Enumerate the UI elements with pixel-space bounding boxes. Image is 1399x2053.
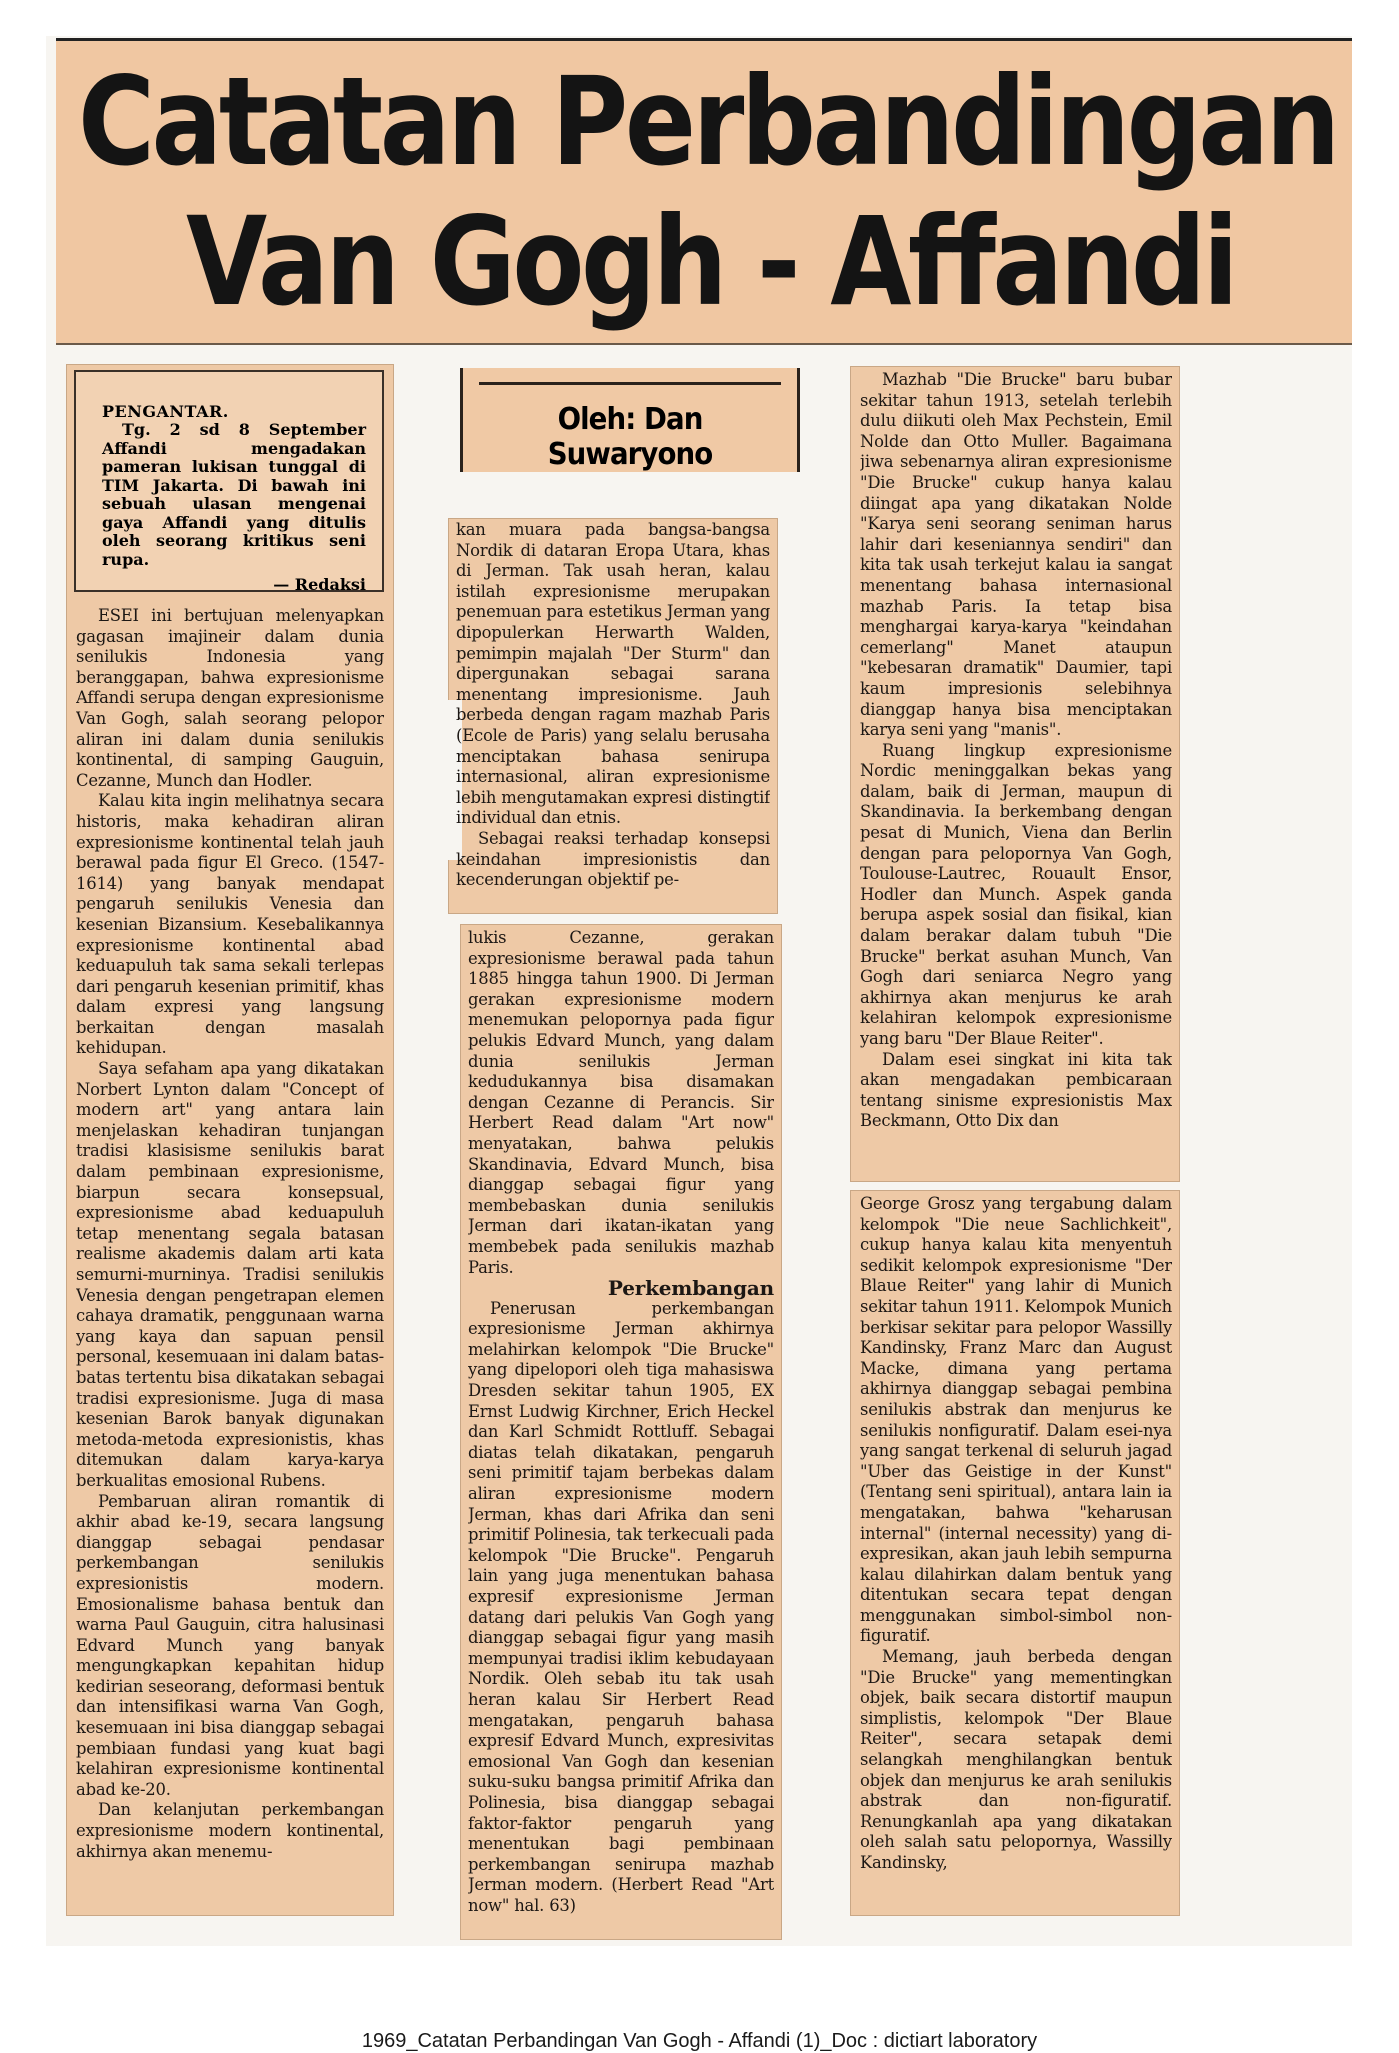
paragraph: Pembaruan aliran romantik di akhir abad ke-19, secara langsung dianggap sebagai pendasar perkembangan senilukis expresionistis modern. Emosionalisme bahasa bentuk dan warna Paul Gauguin, citra halusinasi Edvard Munch yang banyak mengungkapkan kepahitan hidup kedirian seseorang, deformasi bentuk dan intensifikasi warna Van Gogh, kesemuaan ini bisa dianggap sebagai pembiaan fundasi yang kuat bagi kelahiran expresionisme kontinental abad ke-20. — [76, 1491, 384, 1799]
paragraph: George Grosz yang tergabung dalam kelompok "Die neue Sachlichkeit", cukup hanya kalau kita menyentuh sedikit kelompok expresionisme "Der Blaue Reiter" yang lahir di Munich sekitar tahun 1911. Kelompok Munich berkisar sekitar para pelopor Wassilly Kandinsky, Franz Marc dan August Macke, dimana yang pertama akhirnya dianggap sebagai pembina senilukis abstrak dan menjurus ke senilukis nonfiguratif. Dalam esei-nya yang sangat terkenal di seluruh jagad "Uber das Geistige in der Kunst" (Tentang seni spiritual), antara lain ia mengatakan, bahwa "keharusan internal" (internal necessity) yang di-expresikan, akan jauh lebih sempurna kalau dilahirkan dalam bentuk yang ditentukan secara tepat dengan menggunakan simbol-simbol non-figuratif. — [860, 1194, 1172, 1646]
headline-line-1: Catatan Perbandingan — [78, 51, 1337, 193]
headline-banner — [56, 38, 1352, 345]
intro-heading: PENGANTAR. — [102, 402, 229, 421]
intro-signature: — Redaksi — [273, 575, 366, 594]
headline-line-2: Van Gogh - Affandi — [186, 191, 1236, 333]
paragraph: Saya sefaham apa yang dikatakan Norbert Lynton dalam "Concept of modern art" yang antara lain menjelaskan kehadiran tunjangan tradisi klasisisme senilukis barat dalam pembinaan expresionisme, biarpun secara konsepsual, expresionisme abad keduapuluh tetap menentang segala batasan realisme akademis dalam arti kata semurni-murninya. Tradisi senilukis Venesia dengan pengetrapan elemen cahaya dramatik, penggunaan warna yang kaya dan sapuan pensil personal, kesemuaan ini dalam batas-batas tertentu bisa dikatakan sebagai tradisi expresionisme. Juga di masa kesenian Barok banyak digunakan metoda-metoda expresionistis, khas ditemukan dalam karya-karya berkualitas emosional Rubens. — [76, 1059, 384, 1490]
intro-text: Tg. 2 sd 8 September Affandi mengadakan pameran lukisan tunggal di TIM Jakarta. Di bawah ini sebuah ulasan mengenai gaya Affandi yang ditulis oleh seorang kritikus seni rupa. — [102, 420, 366, 569]
paragraph: Dalam esei singkat ini kita tak akan mengadakan pembicaraan tentang sinisme expresionistis Max Beckmann, Otto Dix dan — [860, 1049, 1172, 1131]
paragraph: ESEI ini bertujuan melenyapkan gagasan imajineir dalam dunia senilukis Indonesia yang beranggapan, bahwa expresionisme Affandi serupa dengan expresionisme Van Gogh, salah seorang pelopor aliran ini dalam dunia senilukis kontinental, di samping Gauguin, Cezanne, Munch dan Hodler. — [76, 606, 384, 790]
paragraph: Penerusan perkembangan expresionisme Jerman akhirnya melahirkan kelompok "Die Brucke" yang dipelopori oleh tiga mahasiswa Dresden sekitar tahun 1905, EX Ernst Ludwig Kirchner, Erich Heckel dan Karl Schmidt Rottluff. Sebagai diatas telah dikatakan, pengaruh seni primitif tajam berbekas dalam aliran expresionisme modern Jerman, khas dari Afrika dan seni primitif Polinesia, tak terkecuali pada kelompok "Die Brucke". Pengaruh lain yang juga menentukan bahasa expresif expresionisme Jerman datang dari pelukis Van Gogh yang dianggap sebagai figur yang masih mempunyai tradisi iklim kebudayaan Nordik. Oleh sebab itu tak usah heran kalau Sir Herbert Read mengatakan, pengaruh bahasa expresif Edvard Munch, expresivitas emosional Van Gogh dan kesenian suku-suku bangsa primitif Afrika dan Polinesia, bisa dianggap sebagai faktor-faktor pengaruh yang menentukan bagi pembinaan perkembangan senirupa mazhab Jerman modern. (Herbert Read "Art now" hal. 63) — [468, 1298, 774, 1915]
byline-rule — [479, 382, 781, 385]
paragraph: lukis Cezanne, gerakan expresionisme berawal pada tahun 1885 hingga tahun 1900. Di Jerman gerakan expresionisme modern menemukan pelopornya pada figur pelukis Edvard Munch, yang dalam dunia senilukis Jerman kedudukannya bisa disamakan dengan Cezanne di Perancis. Sir Herbert Read dalam "Art now" menyatakan, bahwa pelukis Skandinavia, Edvard Munch, bisa dianggap sebagai figur yang membebaskan dunia senilukis Jerman dari ikatan-ikatan yang membebek pada senilukis mazhab Paris. — [468, 928, 774, 1277]
column-1-text — [76, 606, 384, 1914]
paragraph: Kalau kita ingin melihatnya secara historis, maka kehadiran aliran expresionisme kontinental telah jauh berawal pada figur El Greco. (1547-1614) yang banyak mendapat pengaruh senilukis Venesia dan kesenian Bizansium. Kesebalikannya expresionisme kontinental abad keduapuluh tak sama sekali terlepas dari pengaruh kesenian primitif, khas dalam expresi yang langsung berkaitan dengan masalah kehidupan. — [76, 791, 384, 1058]
column-2b-text — [468, 928, 774, 1938]
byline-box — [460, 368, 800, 472]
paragraph: Memang, jauh berbeda dengan "Die Brucke" yang mementingkan objek, baik secara distortif maupun simplistis, kelompok "Der Blaue Reiter", secara setapak demi selangkah menghilangkan bentuk objek dan menjurus ke arah senilukis abstrak dan non-figuratif. Renungkanlah apa yang dikatakan oleh salah satu pelopornya, Wassilly Kandinsky, — [860, 1647, 1172, 1872]
column-2a-text — [456, 520, 770, 912]
intro-box — [74, 370, 384, 592]
paragraph: Mazhab "Die Brucke" baru bubar sekitar tahun 1913, setelah terlebih dulu diikuti oleh Max Pechstein, Emil Nolde dan Otto Muller. Bagaimana jiwa sebenarnya aliran expresionisme "Die Brucke" cukup hanya kalau diingat apa yang dikatakan Nolde "Karya seni seorang seniman harus lahir dari keseniannya sendiri" dan kita tak usah terkejut kalau ia sangat menentang bahasa internasional mazhab Paris. Ia tetap bisa menghargai karya-karya "keindahan cemerlang" Manet ataupun "kebesaran dramatik" Daumier, tapi kaum impresionis selebihnya dianggap hanya bisa menciptakan karya seni yang "manis". — [860, 370, 1172, 740]
column-3a-text — [860, 370, 1172, 1180]
paragraph: Sebagai reaksi terhadap konsepsi keindahan impresionistis dan kecenderungan objektif pe- — [456, 828, 770, 890]
section-heading: Perkembangan — [607, 1276, 774, 1301]
paragraph: Dan kelanjutan perkembangan expresionisme modern kontinental, akhirnya akan menemu- — [76, 1800, 384, 1861]
paragraph: Ruang lingkup expresionisme Nordic meninggalkan bekas yang dalam, baik di Jerman, maupun di Skandinavia. Ia berkembang dengan pesat di Munich, Viena dan Berlin dengan para pelopornya Van Gogh, Toulouse-Lautrec, Rouault Ensor, Hodler dan Munch. Aspek ganda berupa aspek sosial dan fisikal, kian dalam berakar dalam tubuh "Die Brucke" berkat asuhan Munch, Van Gogh dari seniarca Negro yang akhirnya akan menjurus ke arah kelahiran kelompok expresionisme yang baru "Der Blaue Reiter". — [860, 740, 1172, 1048]
document-caption: 1969_Catatan Perbandingan Van Gogh - Affandi (1)_Doc : dictiart laboratory — [361, 2030, 1038, 2052]
column-3b-text — [860, 1194, 1172, 1914]
paragraph: kan muara pada bangsa-bangsa Nordik di dataran Eropa Utara, khas di Jerman. Tak usah heran, kalau istilah expresionisme merupakan penemuan para estetikus Jerman yang dipopulerkan Herwarth Walden, pemimpin majalah "Der Sturm" dan dipergunakan sebagai sarana menentang impresionisme. Jauh berbeda dengan ragam mazhab Paris (Ecole de Paris) yang selalu berusaha menciptakan bahasa senirupa internasional, aliran expresionisme lebih mengutamakan expresi distingtif individual dan etnis. — [456, 520, 770, 828]
byline: Oleh: Dan Suwaryono — [547, 402, 713, 472]
